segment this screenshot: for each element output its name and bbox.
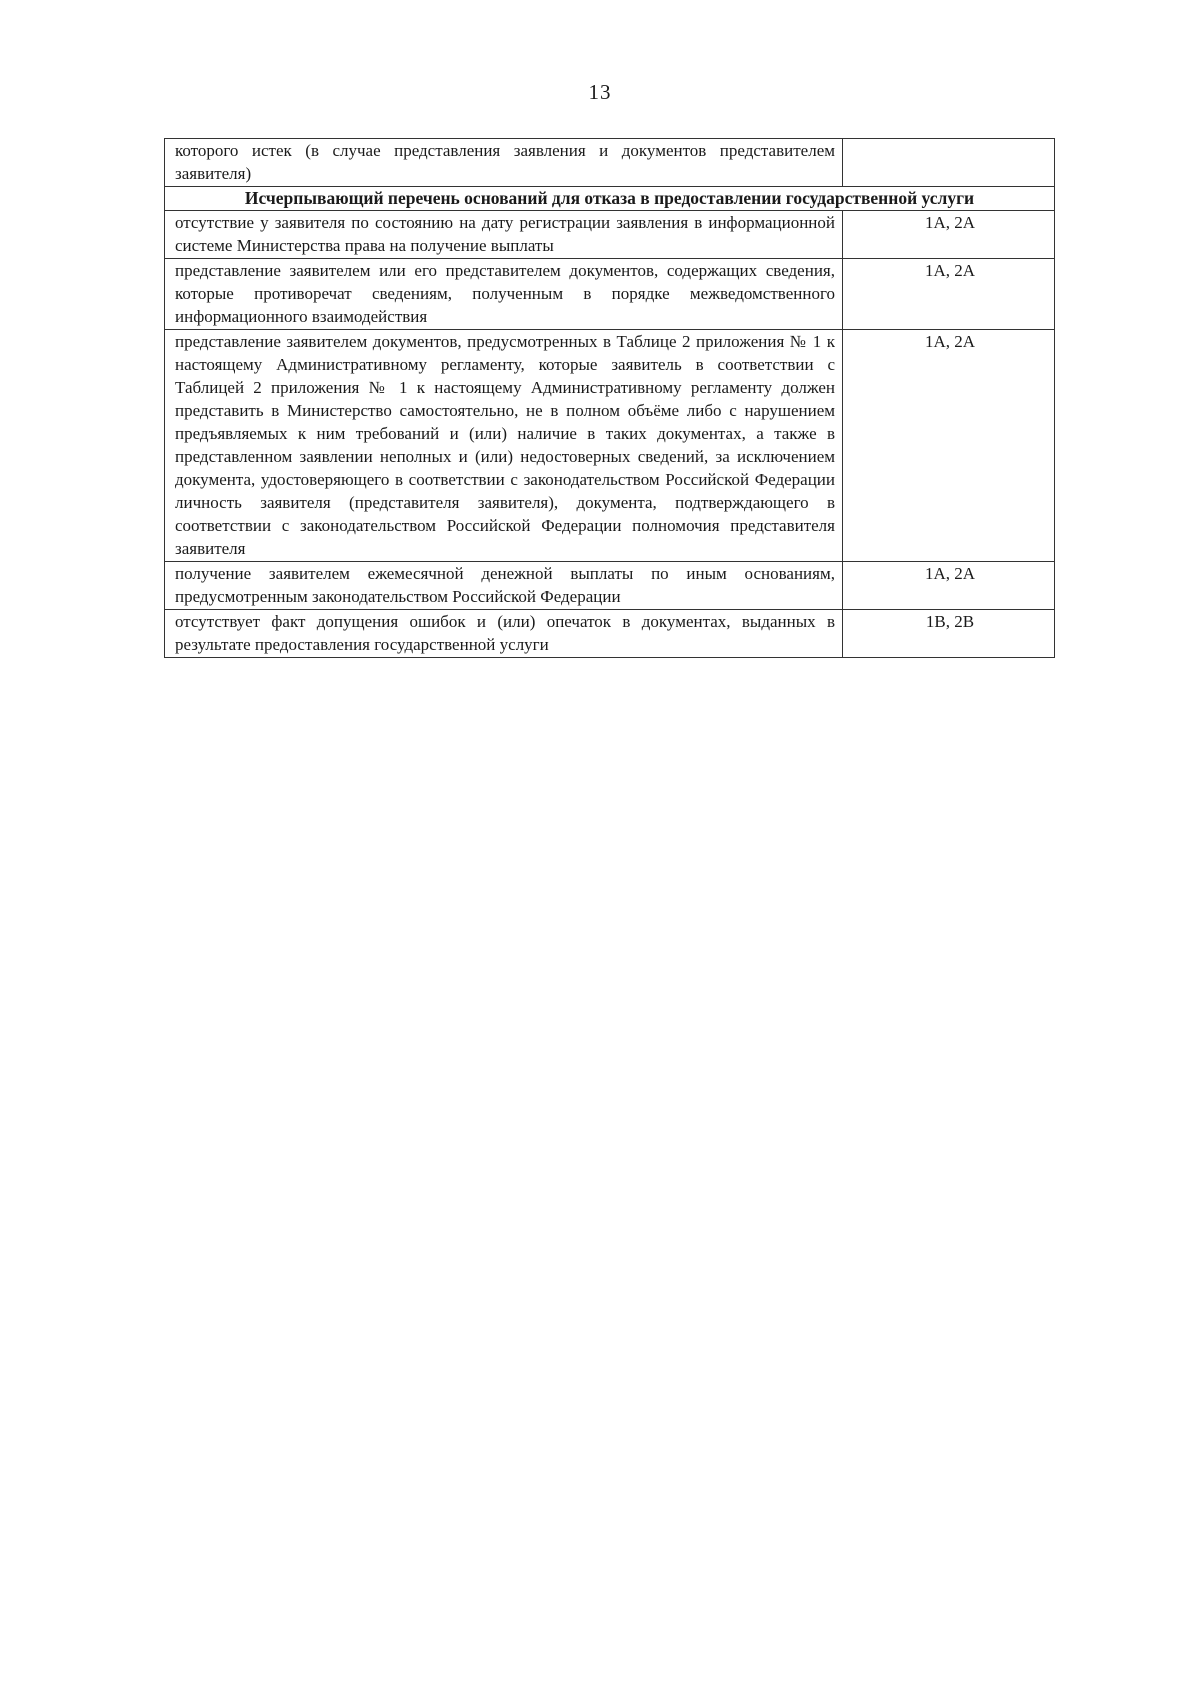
section-heading: Исчерпывающий перечень оснований для отказа в предоставлении государственной услуги (165, 187, 1055, 211)
table-row (165, 330, 1055, 562)
table-cell-code: 1А, 2А (843, 259, 1055, 330)
table-cell-text: представление заявителем или его представителем документов, содержащих сведения, которые противоречат сведениям, полученным в порядке межведомственного информационного взаимодействия (165, 259, 843, 330)
table-cell-code (843, 139, 1055, 187)
table-row (165, 562, 1055, 610)
table-cell-text: отсутствие у заявителя по состоянию на дату регистрации заявления в информационной системе Министерства права на получение выплаты (165, 211, 843, 259)
table-cell-code: 1А, 2А (843, 562, 1055, 610)
table-row (165, 259, 1055, 330)
page-number: 13 (588, 80, 612, 104)
table-cell-code: 1А, 2А (843, 211, 1055, 259)
table-cell-code: 1В, 2В (843, 610, 1055, 658)
table-cell-text: получение заявителем ежемесячной денежной выплаты по иным основаниям, предусмотренным законодательством Российской Федерации (165, 562, 843, 610)
table-row (165, 211, 1055, 259)
table-row (165, 610, 1055, 658)
table-row-continuation (165, 139, 1055, 187)
section-heading-row (165, 187, 1055, 211)
table-cell-code: 1А, 2А (843, 330, 1055, 562)
grounds-table (164, 138, 1055, 658)
table-cell-text: отсутствует факт допущения ошибок и (или) опечаток в документах, выданных в результате предоставления государственной услуги (165, 610, 843, 658)
table-cell-text: представление заявителем документов, предусмотренных в Таблице 2 приложения № 1 к настоящему Административному регламенту, которые заявитель в соответствии с Таблицей 2 приложения № 1 к настоящему Административному регламенту должен представить в Министерство самостоятельно, не в полном объёме либо с нарушением предъявляемых к ним требований и (или) наличие в таких документах, а также в представленном заявлении неполных и (или) недостоверных сведений, за исключением документа, удостоверяющего в соответствии с законодательством Российской Федерации личность заявителя (представителя заявителя), документа, подтверждающего в соответствии с законодательством Российской Федерации полномочия представителя заявителя (165, 330, 843, 562)
table-cell-text: которого истек (в случае представления заявления и документов представителем заявителя) (165, 139, 843, 187)
